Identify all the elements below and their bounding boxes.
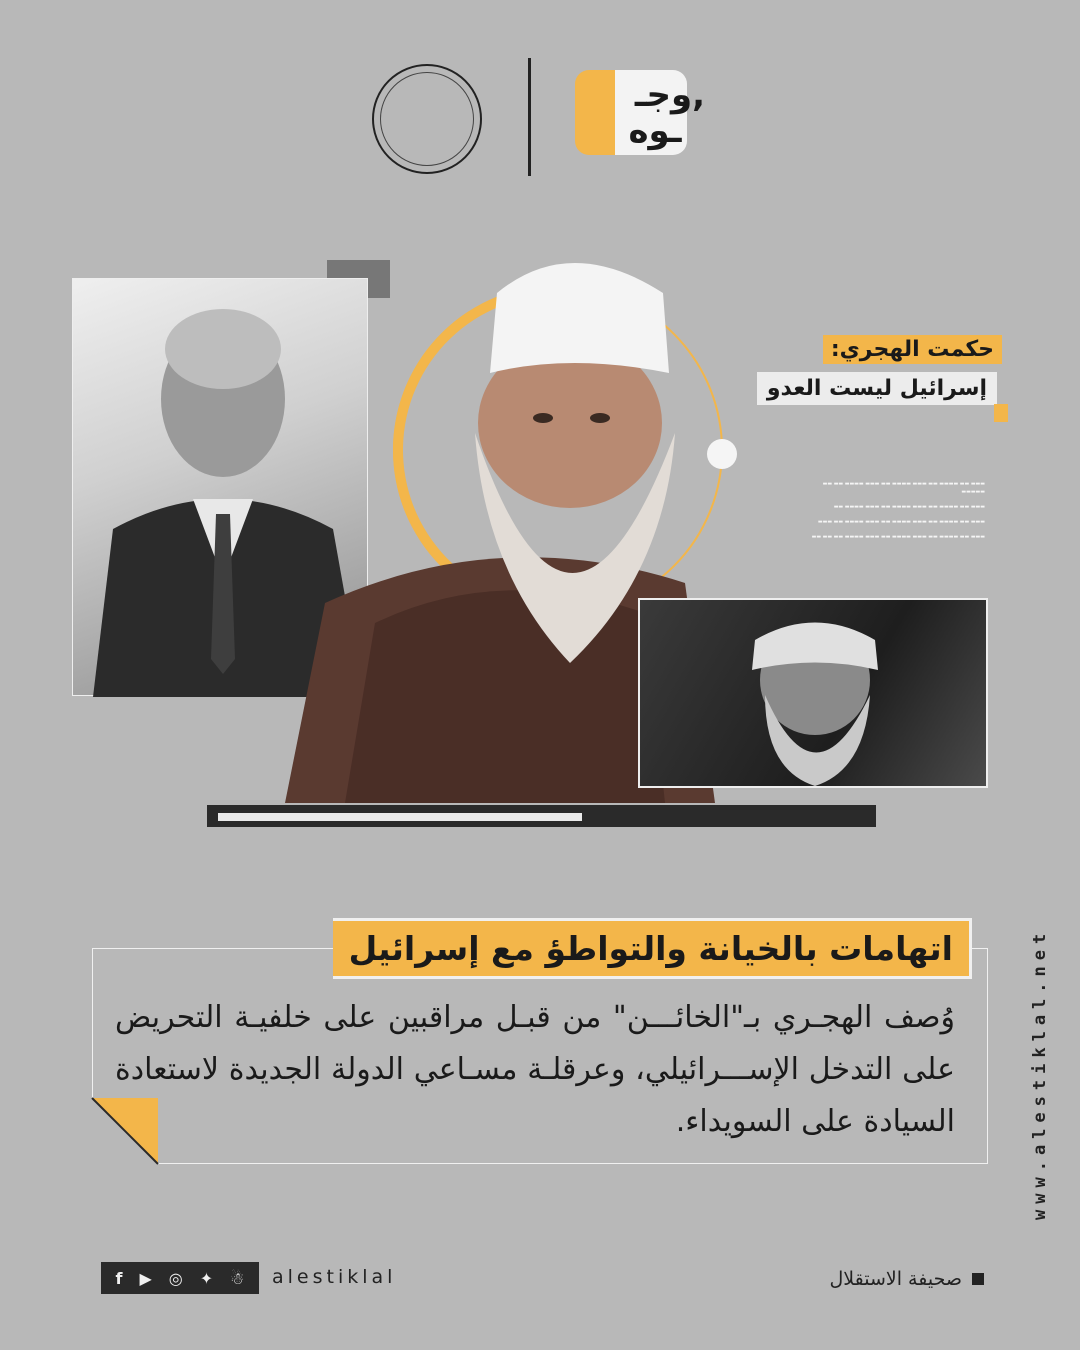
instagram-icon[interactable]: ◎ [168, 1268, 183, 1288]
photo-sheikh-secondary [638, 598, 988, 788]
social-handle[interactable]: alestiklal [272, 1266, 397, 1288]
twitter-icon[interactable]: ✦ [199, 1268, 214, 1288]
alestiklal-seal-logo [372, 64, 482, 174]
sheikh-secondary-silhouette [640, 600, 986, 786]
seal-ring [380, 72, 474, 166]
wojooh-logo [575, 70, 706, 155]
svg-text:ـوه: ـوه [628, 111, 682, 151]
paper-bullet [972, 1273, 984, 1285]
facebook-icon[interactable]: f [115, 1268, 123, 1288]
headline: اتهامات بالخيانة والتواطؤ مع إسرائيل [333, 918, 972, 979]
paper-name: صحيفة الاستقلال [829, 1268, 962, 1290]
website-url[interactable]: www.alestiklal.net [1030, 927, 1050, 1220]
fine-print-decor: ▬▬▬ ▬▬ ▬▬▬▬ ▬▬ ▬▬▬ ▬▬▬▬ ▬▬ ▬▬▬ ▬▬▬▬ ▬▬ ▬▬ ▬▬▬▬▬ ▬▬▬ ▬▬ ▬▬▬▬ ▬▬ ▬▬▬ ▬▬▬▬ ▬▬ ▬▬▬ ▬▬▬▬ ▬▬ ▬▬▬ ▬▬ ▬▬▬▬ ▬▬ ▬▬▬ ▬▬▬▬ ▬▬ ▬▬▬ ▬▬▬▬ ▬▬ ▬▬▬ ▬▬▬ ▬▬ ▬▬▬▬ ▬▬ ▬▬▬ ▬▬▬▬ ▬▬ ▬▬▬ ▬▬▬▬ ▬▬ ▬▬ ▬▬ [811, 481, 985, 540]
header-divider [528, 58, 531, 176]
quote-accent [994, 404, 1008, 422]
youtube-icon[interactable]: ▶ [139, 1268, 152, 1288]
body-paragraph: وُصف الهجـري بـ"الخائـــن" من قبـل مراقبين على خلفيـة التحريض على التدخل الإســـرائيلي، وعرقلـة مسـاعي الدولة الجديدة لاستعادة السيادة على السويداء. [115, 1000, 955, 1139]
social-icons-bar [101, 1262, 259, 1294]
logo-lettering [575, 70, 706, 155]
progress-bar-fill [218, 813, 582, 821]
quote-statement: إسرائيل ليست العدو [757, 372, 997, 405]
quote-speaker: حكمت الهجري: [823, 335, 1002, 364]
svg-text:وجـ,: وجـ, [634, 75, 706, 115]
snapchat-icon[interactable]: ☃ [230, 1268, 245, 1288]
